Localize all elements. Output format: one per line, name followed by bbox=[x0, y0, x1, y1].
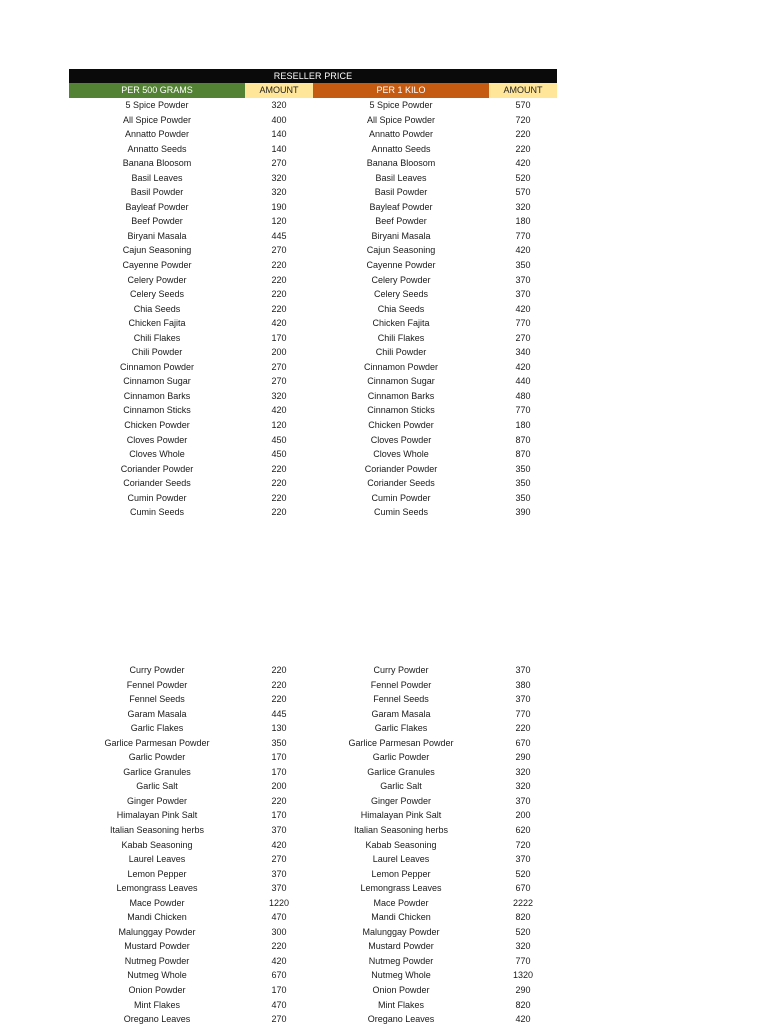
item-1kg-cell: Chicken Fajita bbox=[372, 318, 430, 329]
item-500g-cell: Mint Flakes bbox=[133, 999, 180, 1010]
amount-1kg-cell: 320 bbox=[515, 201, 531, 212]
header-per-1-kilo: PER 1 KILO bbox=[313, 83, 489, 98]
table-row bbox=[69, 113, 557, 128]
amount-500g-cell: 270 bbox=[271, 245, 287, 256]
amount-1kg-cell: 820 bbox=[515, 999, 531, 1010]
item-1kg-cell: Cinnamon Barks bbox=[367, 390, 435, 401]
item-500g-cell: Cumin Seeds bbox=[129, 507, 185, 518]
item-1kg-cell: Basil Leaves bbox=[375, 172, 427, 183]
amount-1kg-cell: 370 bbox=[515, 795, 531, 806]
amount-1kg-cell: 770 bbox=[515, 230, 531, 241]
header-amount-1kg: AMOUNT bbox=[489, 83, 557, 98]
amount-1kg-cell: 270 bbox=[515, 332, 531, 343]
item-1kg-cell: Cajun Seasoning bbox=[366, 245, 436, 256]
amount-1kg-cell: 420 bbox=[515, 245, 531, 256]
amount-1kg-cell: 220 bbox=[515, 723, 531, 734]
table-row bbox=[69, 214, 557, 229]
amount-1kg-cell: 290 bbox=[515, 985, 531, 996]
amount-500g-cell: 450 bbox=[271, 434, 287, 445]
item-500g-cell: Nutmeg Whole bbox=[127, 970, 187, 981]
amount-500g-cell: 270 bbox=[271, 361, 287, 372]
item-1kg-cell: Cloves Powder bbox=[370, 434, 432, 445]
table-row bbox=[69, 98, 557, 113]
amount-500g-cell: 220 bbox=[271, 274, 287, 285]
table-row bbox=[69, 447, 557, 462]
table-title: RESELLER PRICE bbox=[69, 69, 557, 83]
item-500g-cell: Celery Seeds bbox=[129, 289, 185, 300]
amount-1kg-cell: 370 bbox=[515, 694, 531, 705]
table-row bbox=[69, 360, 557, 375]
item-1kg-cell: Cinnamon Sugar bbox=[367, 376, 435, 387]
amount-1kg-cell: 290 bbox=[515, 752, 531, 763]
amount-500g-cell: 220 bbox=[271, 941, 287, 952]
amount-500g-cell: 200 bbox=[271, 781, 287, 792]
item-500g-cell: Annatto Seeds bbox=[127, 143, 187, 154]
amount-1kg-cell: 670 bbox=[515, 883, 531, 894]
item-500g-cell: Banana Bloosom bbox=[122, 158, 192, 169]
amount-1kg-cell: 350 bbox=[515, 492, 531, 503]
item-1kg-cell: Kabab Seasoning bbox=[365, 839, 437, 850]
item-1kg-cell: Garam Masala bbox=[371, 708, 431, 719]
amount-500g-cell: 140 bbox=[271, 129, 287, 140]
amount-500g-cell: 320 bbox=[271, 390, 287, 401]
item-500g-cell: Nutmeg Powder bbox=[124, 955, 190, 966]
amount-1kg-cell: 350 bbox=[515, 478, 531, 489]
table-row bbox=[69, 127, 557, 142]
amount-1kg-cell: 350 bbox=[515, 463, 531, 474]
item-500g-cell: Cinnamon Sticks bbox=[123, 405, 191, 416]
item-500g-cell: Garlice Granules bbox=[123, 766, 191, 777]
amount-1kg-cell: 320 bbox=[515, 766, 531, 777]
item-500g-cell: Coriander Powder bbox=[120, 463, 194, 474]
item-1kg-cell: Chia Seeds bbox=[377, 303, 425, 314]
item-1kg-cell: Annatto Powder bbox=[368, 129, 434, 140]
amount-1kg-cell: 770 bbox=[515, 955, 531, 966]
amount-500g-cell: 120 bbox=[271, 216, 287, 227]
table-row bbox=[69, 954, 557, 969]
amount-500g-cell: 270 bbox=[271, 376, 287, 387]
table-row bbox=[69, 852, 557, 867]
item-500g-cell: Cinnamon Barks bbox=[123, 390, 191, 401]
table-row bbox=[69, 1012, 557, 1027]
table-row bbox=[69, 389, 557, 404]
amount-500g-cell: 370 bbox=[271, 825, 287, 836]
amount-500g-cell: 300 bbox=[271, 926, 287, 937]
item-500g-cell: Cayenne Powder bbox=[122, 260, 192, 271]
amount-500g-cell: 170 bbox=[271, 985, 287, 996]
amount-500g-cell: 270 bbox=[271, 1014, 287, 1025]
item-1kg-cell: Cumin Seeds bbox=[373, 507, 429, 518]
amount-500g-cell: 450 bbox=[271, 449, 287, 460]
amount-1kg-cell: 200 bbox=[515, 810, 531, 821]
table-row bbox=[69, 838, 557, 853]
item-1kg-cell: Oregano Leaves bbox=[367, 1014, 435, 1025]
item-1kg-cell: All Spice Powder bbox=[366, 114, 436, 125]
amount-1kg-cell: 220 bbox=[515, 129, 531, 140]
header-per-500-grams: PER 500 GRAMS bbox=[69, 83, 245, 98]
item-1kg-cell: Celery Seeds bbox=[373, 289, 429, 300]
table-row bbox=[69, 302, 557, 317]
item-1kg-cell: Cayenne Powder bbox=[366, 260, 436, 271]
amount-1kg-cell: 370 bbox=[515, 854, 531, 865]
item-1kg-cell: Basil Powder bbox=[374, 187, 428, 198]
table-row bbox=[69, 736, 557, 751]
amount-1kg-cell: 720 bbox=[515, 839, 531, 850]
table-row bbox=[69, 345, 557, 360]
item-500g-cell: Chicken Fajita bbox=[128, 318, 186, 329]
item-500g-cell: Italian Seasoning herbs bbox=[109, 825, 205, 836]
amount-500g-cell: 670 bbox=[271, 970, 287, 981]
amount-500g-cell: 400 bbox=[271, 114, 287, 125]
item-1kg-cell: Garlic Flakes bbox=[374, 723, 428, 734]
item-1kg-cell: Celery Powder bbox=[371, 274, 431, 285]
amount-1kg-cell: 180 bbox=[515, 216, 531, 227]
item-500g-cell: Mandi Chicken bbox=[127, 912, 187, 923]
table-row bbox=[69, 273, 557, 288]
amount-1kg-cell: 520 bbox=[515, 172, 531, 183]
amount-500g-cell: 170 bbox=[271, 332, 287, 343]
amount-1kg-cell: 820 bbox=[515, 912, 531, 923]
item-500g-cell: Fennel Powder bbox=[126, 679, 188, 690]
item-1kg-cell: 5 Spice Powder bbox=[369, 100, 433, 110]
table-row bbox=[69, 476, 557, 491]
price-table-bottom bbox=[69, 663, 557, 1027]
item-500g-cell: Basil Powder bbox=[130, 187, 184, 198]
table-row bbox=[69, 663, 557, 678]
item-500g-cell: Malunggay Powder bbox=[118, 926, 196, 937]
header-amount-500g: AMOUNT bbox=[245, 83, 313, 98]
amount-500g-cell: 220 bbox=[271, 260, 287, 271]
amount-500g-cell: 170 bbox=[271, 752, 287, 763]
table-body-top bbox=[69, 98, 557, 520]
amount-1kg-cell: 2222 bbox=[512, 897, 534, 908]
item-500g-cell: 5 Spice Powder bbox=[125, 100, 189, 110]
table-row bbox=[69, 316, 557, 331]
item-500g-cell: Ginger Powder bbox=[126, 795, 188, 806]
table-row bbox=[69, 896, 557, 911]
amount-500g-cell: 370 bbox=[271, 883, 287, 894]
amount-1kg-cell: 420 bbox=[515, 1014, 531, 1025]
item-500g-cell: Coriander Seeds bbox=[123, 478, 191, 489]
amount-500g-cell: 220 bbox=[271, 492, 287, 503]
amount-500g-cell: 270 bbox=[271, 854, 287, 865]
amount-1kg-cell: 380 bbox=[515, 679, 531, 690]
item-1kg-cell: Chili Powder bbox=[375, 347, 427, 358]
item-1kg-cell: Fennel Powder bbox=[370, 679, 432, 690]
item-500g-cell: Annatto Powder bbox=[124, 129, 190, 140]
item-1kg-cell: Bayleaf Powder bbox=[369, 201, 433, 212]
item-1kg-cell: Himalayan Pink Salt bbox=[360, 810, 442, 821]
table-row bbox=[69, 925, 557, 940]
table-row bbox=[69, 983, 557, 998]
item-1kg-cell: Cumin Powder bbox=[371, 492, 431, 503]
item-1kg-cell: Curry Powder bbox=[373, 665, 429, 675]
item-500g-cell: Mustard Powder bbox=[124, 941, 190, 952]
item-1kg-cell: Garlic Powder bbox=[372, 752, 430, 763]
amount-500g-cell: 220 bbox=[271, 463, 287, 474]
item-500g-cell: Fennel Seeds bbox=[129, 694, 185, 705]
amount-500g-cell: 320 bbox=[271, 187, 287, 198]
amount-500g-cell: 190 bbox=[271, 201, 287, 212]
table-row bbox=[69, 692, 557, 707]
amount-1kg-cell: 350 bbox=[515, 260, 531, 271]
table-row bbox=[69, 939, 557, 954]
price-table-top bbox=[69, 69, 557, 520]
amount-500g-cell: 420 bbox=[271, 318, 287, 329]
amount-1kg-cell: 1320 bbox=[512, 970, 534, 981]
item-1kg-cell: Cinnamon Sticks bbox=[367, 405, 435, 416]
table-row bbox=[69, 229, 557, 244]
item-1kg-cell: Nutmeg Powder bbox=[368, 955, 434, 966]
header-row bbox=[69, 83, 557, 98]
table-row bbox=[69, 779, 557, 794]
amount-1kg-cell: 620 bbox=[515, 825, 531, 836]
amount-500g-cell: 445 bbox=[271, 708, 287, 719]
item-1kg-cell: Garlic Salt bbox=[380, 781, 422, 792]
amount-500g-cell: 220 bbox=[271, 478, 287, 489]
table-row bbox=[69, 765, 557, 780]
amount-1kg-cell: 220 bbox=[515, 143, 531, 154]
table-row bbox=[69, 721, 557, 736]
item-1kg-cell: Garlice Parmesan Powder bbox=[348, 737, 454, 748]
amount-1kg-cell: 320 bbox=[515, 781, 531, 792]
amount-500g-cell: 200 bbox=[271, 347, 287, 358]
amount-1kg-cell: 670 bbox=[515, 737, 531, 748]
table-row bbox=[69, 678, 557, 693]
amount-500g-cell: 420 bbox=[271, 405, 287, 416]
amount-1kg-cell: 390 bbox=[515, 507, 531, 518]
amount-1kg-cell: 370 bbox=[515, 289, 531, 300]
table-row bbox=[69, 185, 557, 200]
amount-500g-cell: 470 bbox=[271, 912, 287, 923]
table-row bbox=[69, 331, 557, 346]
amount-500g-cell: 220 bbox=[271, 679, 287, 690]
amount-1kg-cell: 420 bbox=[515, 158, 531, 169]
item-1kg-cell: Fennel Seeds bbox=[373, 694, 429, 705]
amount-500g-cell: 420 bbox=[271, 955, 287, 966]
amount-500g-cell: 220 bbox=[271, 507, 287, 518]
item-500g-cell: Biryani Masala bbox=[127, 230, 187, 241]
table-row bbox=[69, 258, 557, 273]
item-1kg-cell: Ginger Powder bbox=[370, 795, 432, 806]
table-row bbox=[69, 998, 557, 1013]
item-1kg-cell: Chicken Powder bbox=[368, 420, 434, 431]
item-500g-cell: Chia Seeds bbox=[133, 303, 181, 314]
item-500g-cell: Garlice Parmesan Powder bbox=[104, 737, 210, 748]
item-500g-cell: Cloves Whole bbox=[129, 449, 185, 460]
item-500g-cell: Basil Leaves bbox=[131, 172, 183, 183]
amount-500g-cell: 220 bbox=[271, 795, 287, 806]
item-500g-cell: Cumin Powder bbox=[127, 492, 187, 503]
item-1kg-cell: Banana Bloosom bbox=[366, 158, 436, 169]
amount-1kg-cell: 420 bbox=[515, 303, 531, 314]
table-row bbox=[69, 707, 557, 722]
item-1kg-cell: Malunggay Powder bbox=[362, 926, 440, 937]
item-500g-cell: Cinnamon Sugar bbox=[123, 376, 191, 387]
item-1kg-cell: Annatto Seeds bbox=[371, 143, 431, 154]
item-500g-cell: Himalayan Pink Salt bbox=[116, 810, 198, 821]
amount-1kg-cell: 370 bbox=[515, 665, 531, 675]
item-500g-cell: Curry Powder bbox=[129, 665, 185, 675]
table-row bbox=[69, 403, 557, 418]
item-1kg-cell: Beef Powder bbox=[375, 216, 427, 227]
table-row bbox=[69, 374, 557, 389]
item-1kg-cell: Nutmeg Whole bbox=[371, 970, 431, 981]
item-1kg-cell: Mandi Chicken bbox=[371, 912, 431, 923]
item-500g-cell: Chili Flakes bbox=[133, 332, 181, 343]
amount-500g-cell: 445 bbox=[271, 230, 287, 241]
table-row bbox=[69, 418, 557, 433]
table-row bbox=[69, 433, 557, 448]
amount-500g-cell: 350 bbox=[271, 737, 287, 748]
amount-500g-cell: 170 bbox=[271, 766, 287, 777]
item-1kg-cell: Onion Powder bbox=[372, 985, 430, 996]
table-row bbox=[69, 171, 557, 186]
item-1kg-cell: Lemongrass Leaves bbox=[360, 883, 442, 894]
table-row bbox=[69, 794, 557, 809]
table-row bbox=[69, 823, 557, 838]
amount-1kg-cell: 870 bbox=[515, 449, 531, 460]
amount-1kg-cell: 570 bbox=[515, 187, 531, 198]
item-500g-cell: Laurel Leaves bbox=[128, 854, 186, 865]
table-row bbox=[69, 968, 557, 983]
item-500g-cell: Lemon Pepper bbox=[127, 868, 187, 879]
amount-500g-cell: 370 bbox=[271, 868, 287, 879]
amount-1kg-cell: 440 bbox=[515, 376, 531, 387]
amount-1kg-cell: 420 bbox=[515, 361, 531, 372]
item-1kg-cell: Mint Flakes bbox=[377, 999, 424, 1010]
table-row bbox=[69, 505, 557, 520]
table-row bbox=[69, 910, 557, 925]
table-row bbox=[69, 491, 557, 506]
amount-500g-cell: 220 bbox=[271, 303, 287, 314]
item-1kg-cell: Coriander Powder bbox=[364, 463, 438, 474]
item-500g-cell: Bayleaf Powder bbox=[125, 201, 189, 212]
amount-500g-cell: 470 bbox=[271, 999, 287, 1010]
item-1kg-cell: Mustard Powder bbox=[368, 941, 434, 952]
item-500g-cell: Cajun Seasoning bbox=[122, 245, 192, 256]
item-1kg-cell: Lemon Pepper bbox=[371, 868, 431, 879]
item-500g-cell: Garlic Flakes bbox=[130, 723, 184, 734]
amount-1kg-cell: 480 bbox=[515, 390, 531, 401]
amount-500g-cell: 1220 bbox=[268, 897, 290, 908]
table-row bbox=[69, 200, 557, 215]
item-500g-cell: Onion Powder bbox=[128, 985, 186, 996]
item-500g-cell: Kabab Seasoning bbox=[121, 839, 193, 850]
amount-500g-cell: 320 bbox=[271, 172, 287, 183]
item-500g-cell: Chicken Powder bbox=[124, 420, 190, 431]
table-row bbox=[69, 142, 557, 157]
table-row bbox=[69, 867, 557, 882]
amount-500g-cell: 170 bbox=[271, 810, 287, 821]
amount-1kg-cell: 520 bbox=[515, 868, 531, 879]
table-row bbox=[69, 287, 557, 302]
amount-1kg-cell: 180 bbox=[515, 420, 531, 431]
amount-500g-cell: 140 bbox=[271, 143, 287, 154]
item-1kg-cell: Coriander Seeds bbox=[367, 478, 435, 489]
amount-500g-cell: 420 bbox=[271, 839, 287, 850]
amount-1kg-cell: 720 bbox=[515, 114, 531, 125]
item-1kg-cell: Chili Flakes bbox=[377, 332, 425, 343]
item-1kg-cell: Garlice Granules bbox=[367, 766, 435, 777]
table-body-bottom bbox=[69, 663, 557, 1027]
amount-500g-cell: 130 bbox=[271, 723, 287, 734]
table-row bbox=[69, 750, 557, 765]
table-row bbox=[69, 156, 557, 171]
amount-1kg-cell: 320 bbox=[515, 941, 531, 952]
item-500g-cell: Garlic Salt bbox=[136, 781, 178, 792]
item-1kg-cell: Cloves Whole bbox=[373, 449, 429, 460]
amount-500g-cell: 220 bbox=[271, 289, 287, 300]
item-1kg-cell: Cinnamon Powder bbox=[363, 361, 439, 372]
table-row bbox=[69, 881, 557, 896]
amount-500g-cell: 220 bbox=[271, 694, 287, 705]
item-1kg-cell: Italian Seasoning herbs bbox=[353, 825, 449, 836]
item-500g-cell: Cloves Powder bbox=[126, 434, 188, 445]
amount-1kg-cell: 770 bbox=[515, 708, 531, 719]
item-500g-cell: Garlic Powder bbox=[128, 752, 186, 763]
item-500g-cell: Mace Powder bbox=[129, 897, 185, 908]
table-row bbox=[69, 808, 557, 823]
item-1kg-cell: Biryani Masala bbox=[371, 230, 431, 241]
table-row bbox=[69, 462, 557, 477]
amount-1kg-cell: 370 bbox=[515, 274, 531, 285]
amount-500g-cell: 120 bbox=[271, 420, 287, 431]
item-1kg-cell: Mace Powder bbox=[373, 897, 429, 908]
amount-1kg-cell: 520 bbox=[515, 926, 531, 937]
amount-1kg-cell: 570 bbox=[515, 100, 531, 110]
table-row bbox=[69, 243, 557, 258]
item-500g-cell: Celery Powder bbox=[127, 274, 187, 285]
amount-1kg-cell: 770 bbox=[515, 318, 531, 329]
amount-500g-cell: 220 bbox=[271, 665, 287, 675]
amount-500g-cell: 320 bbox=[271, 100, 287, 110]
item-500g-cell: Lemongrass Leaves bbox=[116, 883, 198, 894]
item-500g-cell: Beef Powder bbox=[131, 216, 183, 227]
amount-1kg-cell: 770 bbox=[515, 405, 531, 416]
item-1kg-cell: Laurel Leaves bbox=[372, 854, 430, 865]
amount-1kg-cell: 870 bbox=[515, 434, 531, 445]
item-500g-cell: Cinnamon Powder bbox=[119, 361, 195, 372]
amount-1kg-cell: 340 bbox=[515, 347, 531, 358]
item-500g-cell: Oregano Leaves bbox=[123, 1014, 191, 1025]
amount-500g-cell: 270 bbox=[271, 158, 287, 169]
item-500g-cell: Chili Powder bbox=[131, 347, 183, 358]
item-500g-cell: All Spice Powder bbox=[122, 114, 192, 125]
item-500g-cell: Garam Masala bbox=[127, 708, 187, 719]
